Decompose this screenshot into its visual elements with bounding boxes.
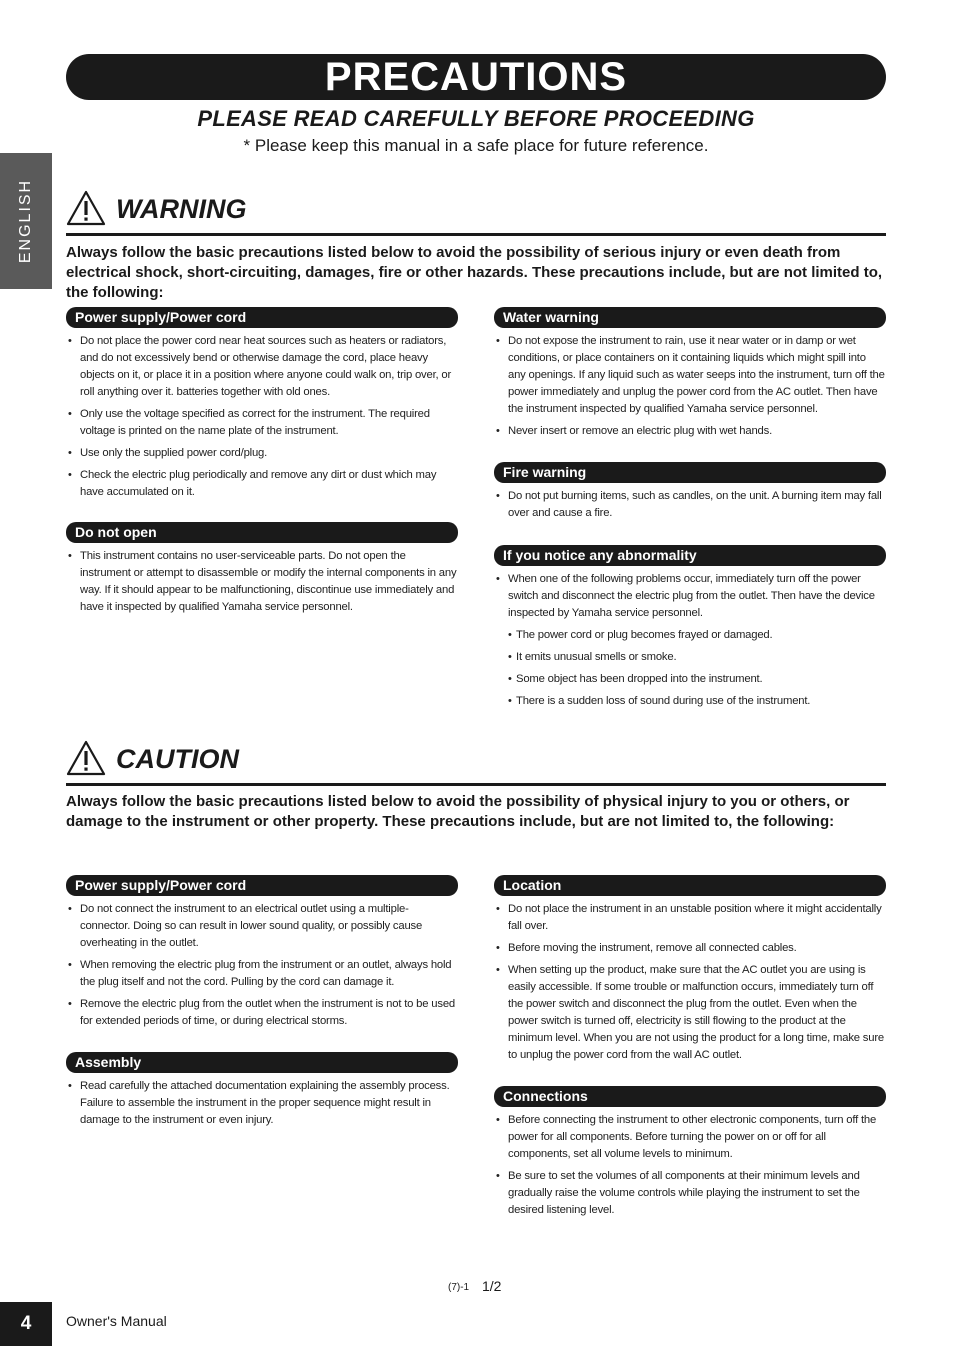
list-item: • There is a sudden loss of sound during use of the instrument. [508, 693, 886, 710]
list-item: • When one of the following problems occur, immediately turn off the power switch and disconnect the electric plug from the outlet. Then have the device inspected by Yamaha service personnel. [494, 571, 886, 622]
list-item: • Read carefully the attached documentation explaining the assembly process. Failure to assemble the instrument in the proper sequence might result in damage to the instrument or even injury. [66, 1078, 458, 1129]
language-label: ENGLISH [17, 178, 34, 264]
caution-connections-block [494, 1086, 886, 1224]
list-item: • Be sure to set the volumes of all components at their minimum levels and gradually raise the volume controls while playing the instrument to set the desired listening level. [494, 1168, 886, 1219]
language-tab [0, 153, 52, 289]
list-item: • Do not expose the instrument to rain, use it near water or in damp or wet conditions, or place containers on it containing liquids which might spill into any openings. If any liquid such as water seeps into the instrument, turn off the power immediately and unplug the power cord from the AC outlet. Then have the instrument inspected by qualified Yamaha service personnel. [494, 333, 886, 418]
warning-title: WARNING [116, 194, 247, 224]
list-item: • When removing the electric plug from the instrument or an outlet, always hold the plug itself and not the cord. Pulling by the cord can damage it. [66, 957, 458, 991]
list-item: • Some object has been dropped into the instrument. [508, 671, 886, 688]
list-item: • Before connecting the instrument to other electronic components, turn off the power for all components. Before turning the power on or off for all components, set all volume levels to minimum. [494, 1112, 886, 1163]
list-item: • Remove the electric plug from the outlet when the instrument is not to be used for extended periods of time, or during electrical storms. [66, 996, 458, 1030]
page-subtitle: PLEASE READ CAREFULLY BEFORE PROCEEDING [197, 106, 755, 131]
warning-abnormal-heading: If you notice any abnormality [494, 545, 886, 566]
caution-title: CAUTION [116, 744, 239, 774]
caution-location-block [494, 875, 886, 1069]
caution-assembly-heading: Assembly [66, 1052, 458, 1073]
warning-abnormal-block [494, 545, 886, 715]
keep-manual-note: * Please keep this manual in a safe place for future reference. [243, 136, 709, 155]
caution-assembly-block [66, 1052, 458, 1134]
warning-fire-block [494, 462, 886, 527]
caution-heading [66, 740, 886, 786]
warning-abnormal-sublist [494, 627, 886, 710]
footer-label: Owner's Manual [66, 1313, 167, 1329]
doc-page-fraction: 1/2 [482, 1278, 502, 1294]
warning-power-heading: Power supply/Power cord [66, 307, 458, 328]
list-item: • Never insert or remove an electric plug with wet hands. [494, 423, 886, 440]
warning-triangle-icon [66, 190, 106, 226]
caution-power-heading: Power supply/Power cord [66, 875, 458, 896]
list-item: • Do not connect the instrument to an electrical outlet using a multiple-connector. Doing so can result in lower sound quality, or possibly cause overheating in the outlet. [66, 901, 458, 952]
page-title: PRECAUTIONS [324, 54, 628, 99]
list-item: • This instrument contains no user-serviceable parts. Do not open the instrument or attempt to disassemble or modify the internal components in any way. If it should appear to be malfunctioning, discontinue use immediately and have it inspected by qualified Yamaha service personnel. [66, 548, 458, 616]
warning-water-list [494, 333, 886, 440]
warning-fire-heading: Fire warning [494, 462, 886, 483]
list-item: • Before moving the instrument, remove all connected cables. [494, 940, 886, 957]
caution-triangle-icon [66, 740, 106, 776]
warning-rule [66, 233, 886, 236]
list-item: • Do not put burning items, such as candles, on the unit. A burning item may fall over and cause a fire. [494, 488, 886, 522]
caution-connections-list [494, 1112, 886, 1219]
caution-power-block [66, 875, 458, 1035]
page-number: 4 [0, 1302, 52, 1346]
list-item: • Only use the voltage specified as correct for the instrument. The required voltage is printed on the name plate of the instrument. [66, 406, 458, 440]
list-item: • Use only the supplied power cord/plug. [66, 445, 458, 462]
list-item: • It emits unusual smells or smoke. [508, 649, 886, 666]
title-bar [66, 54, 886, 100]
warning-water-heading: Water warning [494, 307, 886, 328]
warning-heading [66, 190, 886, 236]
warning-open-list [66, 548, 458, 616]
caution-connections-heading: Connections [494, 1086, 886, 1107]
caution-intro: Always follow the basic precautions listed below to avoid the possibility of physical injury to you or others, or damage to the instrument or other property. These precautions include, but are not limited to, the following: [66, 793, 850, 830]
warning-fire-list [494, 488, 886, 522]
caution-assembly-list [66, 1078, 458, 1129]
caution-location-list [494, 901, 886, 1064]
warning-left-column [66, 307, 458, 506]
warning-power-list [66, 333, 458, 501]
warning-water-block [494, 307, 886, 445]
caution-rule [66, 783, 886, 786]
caution-power-list [66, 901, 458, 1030]
list-item: • Do not place the instrument in an unstable position where it might accidentally fall over. [494, 901, 886, 935]
warning-intro: Always follow the basic precautions listed below to avoid the possibility of serious injury or even death from electrical shock, short-circuiting, damages, fire or other hazards. These precautions include, but are not limited to, the following: [66, 244, 883, 301]
list-item: • The power cord or plug becomes frayed or damaged. [508, 627, 886, 644]
list-item: • Do not place the power cord near heat sources such as heaters or radiators, and do not excessively bend or otherwise damage the cord, place heavy objects on it, or place it in a position where anyone could walk on, trip over, or roll anything over it. batteries together with old ones. [66, 333, 458, 401]
warning-open-heading: Do not open [66, 522, 458, 543]
list-item: • Check the electric plug periodically and remove any dirt or dust which may have accumulated on it. [66, 467, 458, 501]
caution-location-heading: Location [494, 875, 886, 896]
warning-abnormal-list [494, 571, 886, 622]
list-item: • When setting up the product, make sure that the AC outlet you are using is easily accessible. If some trouble or malfunction occurs, immediately turn off the power switch and disconnect the plug from the outlet. Even when the power switch is turned off, electricity is still flowing to the product at the minimum level. When you are not using the product for a long time, make sure to unplug the power cord from the wall AC outlet. [494, 962, 886, 1064]
warning-open-block [66, 522, 458, 621]
doc-code: (7)-1 [448, 1282, 470, 1293]
